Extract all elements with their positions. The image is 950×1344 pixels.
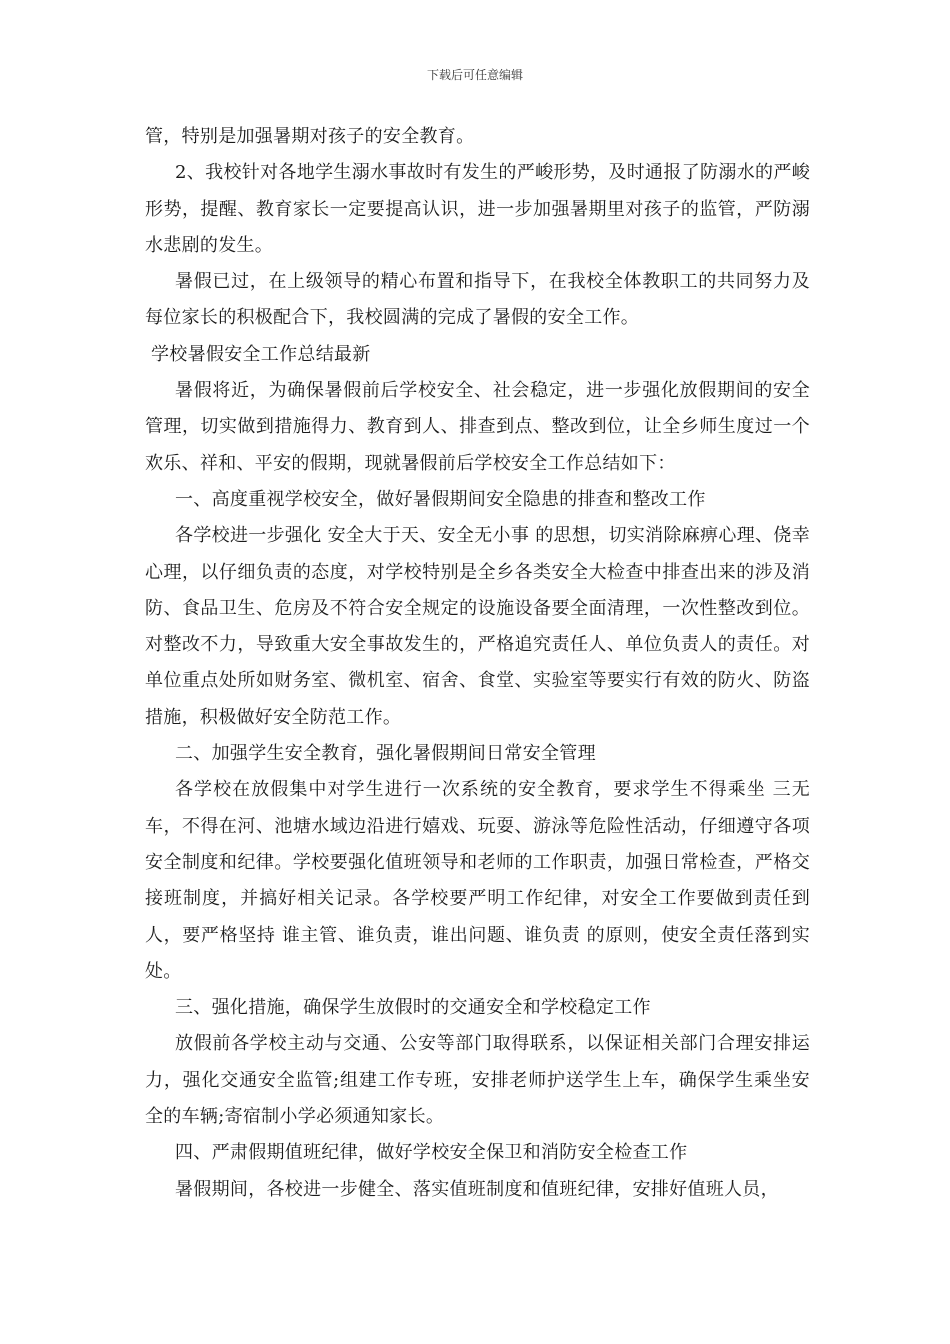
section-title: 学校暑假安全工作总结最新 [151, 343, 371, 365]
paragraph-section-1: 各学校进一步强化 安全大于天、安全无小事 的思想，切实消除麻痹心理、侥幸心理，以仔细负责的态度，对学校特别是全乡各类安全大检查中排查出来的涉及消防、食品卫生、危房及不符合安全规定的设施设备要全面清理，一次性整改到位。对整改不力，导致重大安全事故发生的，严格追究责任人、单位负责人的责任。对单位重点处所如财务室、微机室、宿舍、食堂、实验室等要实行有效的防火、防盗措施，积极做好安全防范工作。 [145, 525, 810, 728]
heading-section-1: 一、高度重视学校安全，做好暑假期间安全隐患的排查和整改工作 [175, 488, 706, 510]
paragraph-item-2: 2、我校针对各地学生溺水事故时有发生的严峻形势，及时通报了防溺水的严峻形势，提醒、教育家长一定要提高认识，进一步加强暑期里对孩子的监管，严防溺水悲剧的发生。 [145, 162, 810, 256]
document-body [145, 119, 810, 1208]
paragraph-section-2: 各学校在放假集中对学生进行一次系统的安全教育，要求学生不得乘坐 三无 车，不得在河、池塘水域边沿进行嬉戏、玩耍、游泳等危险性活动，仔细遵守各项安全制度和纪律。学校要强化值班领导和老师的工作职责，加强日常检查，严格交接班制度，并搞好相关记录。各学校要严明工作纪律，对安全工作要做到责任到人，要严格坚持 谁主管、谁负责，谁出问题、谁负责 的原则，使安全责任落到实处。 [145, 779, 810, 982]
paragraph-intro: 暑假将近，为确保暑假前后学校安全、社会稳定，进一步强化放假期间的安全管理，切实做到措施得力、教育到人、排查到点、整改到位，让全乡师生度过一个欢乐、祥和、平安的假期，现就暑假前后学校安全工作总结如下： [145, 380, 810, 474]
heading-section-4: 四、严肃假期值班纪律，做好学校安全保卫和消防安全检查工作 [175, 1142, 688, 1164]
heading-section-2: 二、加强学生安全教育，强化暑假期间日常安全管理 [175, 743, 596, 765]
paragraph-conclusion: 暑假已过，在上级领导的精心布置和指导下，在我校全体教职工的共同努力及每位家长的积极配合下，我校圆满的完成了暑假的安全工作。 [145, 271, 810, 329]
page-header: 下载后可任意编辑 [426, 68, 523, 82]
paragraph-section-3: 放假前各学校主动与交通、公安等部门取得联系，以保证相关部门合理安排运力，强化交通安全监管;组建工作专班，安排老师护送学生上车，确保学生乘坐安全的车辆;寄宿制小学必须通知家长。 [145, 1033, 810, 1128]
paragraph-section-4: 暑假期间，各校进一步健全、落实值班制度和值班纪律，安排好值班人员， [175, 1178, 779, 1200]
heading-section-3: 三、强化措施，确保学生放假时的交通安全和学校稳定工作 [175, 997, 651, 1019]
paragraph-continuation: 管，特别是加强暑期对孩子的安全教育。 [145, 126, 475, 147]
